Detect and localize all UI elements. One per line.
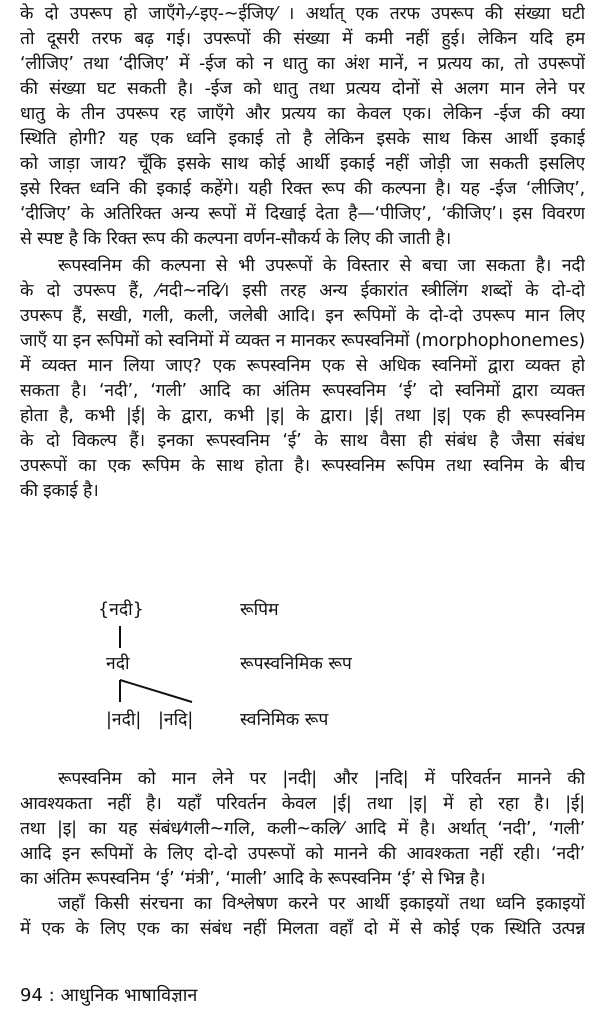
diagram-top-node: {नदी} [98, 600, 144, 620]
text-line: इसे रिक्त ध्वनि की इकाई कहेंगे। यही रिक्त रूप की कल्पना है। यह -ईज ‘लीजिए’, [20, 179, 585, 199]
text-line: उपरूपों का एक रूपिम के साथ होता है। रूपस्वनिम रूपिम तथा स्वनिम के बीच [20, 456, 585, 476]
text-line: के दो विकल्प हैं। इनका रूपस्वनिम ‘ई’ के साथ वैसा ही संबंध है जैसा संबंध [20, 431, 585, 451]
text-line: रूपस्वनिम को मान लेने पर |नदी| और |नदि| में परिवर्तन मानने की [58, 769, 585, 789]
text-line: को जाड़ा जाय? चूँकि इसके साथ कोई आर्थी इकाई नहीं जोड़ी जा सकती इसलिए [20, 154, 585, 174]
text-line: जहाँ किसी संरचना का विश्लेषण करने पर आर्थी इकाइयों तथा ध्वनि इकाइयों [58, 894, 585, 914]
text-line: के दो उपरूप हो जाएँगे-⁄-इए-~ईजिए⁄ । अर्थात् एक तरफ उपरूप की संख्या घटी [20, 4, 585, 24]
diagram-label-morpheme: रूपिम [240, 600, 279, 620]
tree-connector-vertical [119, 626, 121, 648]
text-line: तो दूसरी तरफ बढ़ गई। उपरूपों की संख्या में कमी नहीं हुई। लेकिन यदि हम [20, 29, 585, 49]
text-line: की संख्या घट सकती है। -ईज को धातु तथा प्रत्यय दोनों से अलग मान लेने पर [20, 79, 585, 99]
text-line: धातु के तीन उपरूप रह जाएँगे और प्रत्यय का केवल एक। लेकिन -ईज की क्या [20, 104, 585, 124]
diagram-middle-node: नदी [106, 654, 130, 674]
book-title: आधुनिक भाषाविज्ञान [60, 985, 198, 1006]
page-number: 94 [20, 985, 43, 1006]
tree-connector-right [118, 678, 198, 706]
text-line: की इकाई है। [20, 481, 99, 501]
text-line: स्थिति होगी? यह एक ध्वनि इकाई तो है लेकिन इसके साथ किस आर्थी इकाई [20, 129, 585, 149]
text-line: जाएँ या इन रूपिमों को स्वनिमों में व्यक्त न मानकर रूपस्वनिमों (morphophonemes) [20, 331, 585, 351]
diagram-label-phonemic: स्वनिमिक रूप [240, 710, 329, 730]
footer-separator: : [48, 985, 55, 1006]
text-line: से स्पष्ट है कि रिक्त रूप की कल्पना वर्णन-सौकर्य के लिए की जाती है। [20, 229, 452, 249]
text-line: में व्यक्त मान लिया जाए? एक रूपस्वनिम एक से अधिक स्वनिमों द्वारा व्यक्त हो [20, 356, 585, 376]
text-line: रूपस्वनिम की कल्पना से भी उपरूपों के विस्तार से बचा जा सकता है। नदी [58, 256, 585, 276]
text-line: सकता है। ‘नदी’, ‘गली’ आदि का अंतिम रूपस्वनिम ‘ई’ दो स्वनिमों द्वारा व्यक्त [20, 381, 585, 401]
text-line: ‘दीजिए’ के अतिरिक्त अन्य रूपों में दिखाई देता है—‘पीजिए’, ‘कीजिए’। इस विवरण [20, 204, 585, 224]
text-line: तथा |इ| का यह संबंध⁄गली~गलि, कली~कलि⁄ आदि में है। अर्थात् ‘नदी’, ‘गली’ [20, 819, 585, 839]
text-line: उपरूप हैं, सखी, गली, कली, जलेबी आदि। इन रूपिमों के दो-दो उपरूप मान लिए [20, 306, 585, 326]
text-line: आदि इन रूपिमों के लिए दो-दो उपरूपों को मानने की आवश्कता नहीं रही। ‘नदी’ [20, 844, 585, 864]
morpheme-tree-diagram [0, 590, 600, 740]
text-line: होता है, कभी |ई| के द्वारा, कभी |इ| के द्वारा। |ई| तथा |इ| एक ही रूपस्वनिम [20, 406, 585, 426]
diagram-label-morphophonemic: रूपस्वनिमिक रूप [240, 654, 352, 674]
text-line: ‘लीजिए’ तथा ‘दीजिए’ में -ईज को न धातु का अंश मानें, न प्रत्यय का, तो उपरूपों [20, 54, 585, 74]
diagram-bottom-left-node: |नदी| [106, 710, 142, 730]
text-line: का अंतिम रूपस्वनिम ‘ई’ ‘मंत्री’, ‘माली’ आदि के रूपस्वनिम ‘ई’ से भिन्न है। [20, 869, 486, 889]
page-footer [20, 983, 197, 1009]
diagram-bottom-right-node: |नदि| [158, 710, 194, 730]
text-line: आवश्यकता नहीं है। यहाँ परिवर्तन केवल |ई| तथा |इ| में हो रहा है। |ई| [20, 794, 585, 814]
text-line: के दो उपरूप हैं, ⁄नदी~नदि⁄। इसी तरह अन्य ईकारांत स्त्रीलिंग शब्दों के दो-दो [20, 281, 585, 301]
text-line: में एक के लिए एक का संबंध नहीं मिलता वहाँ दो में से कोई एक स्थिति उत्पन्न [20, 919, 585, 939]
